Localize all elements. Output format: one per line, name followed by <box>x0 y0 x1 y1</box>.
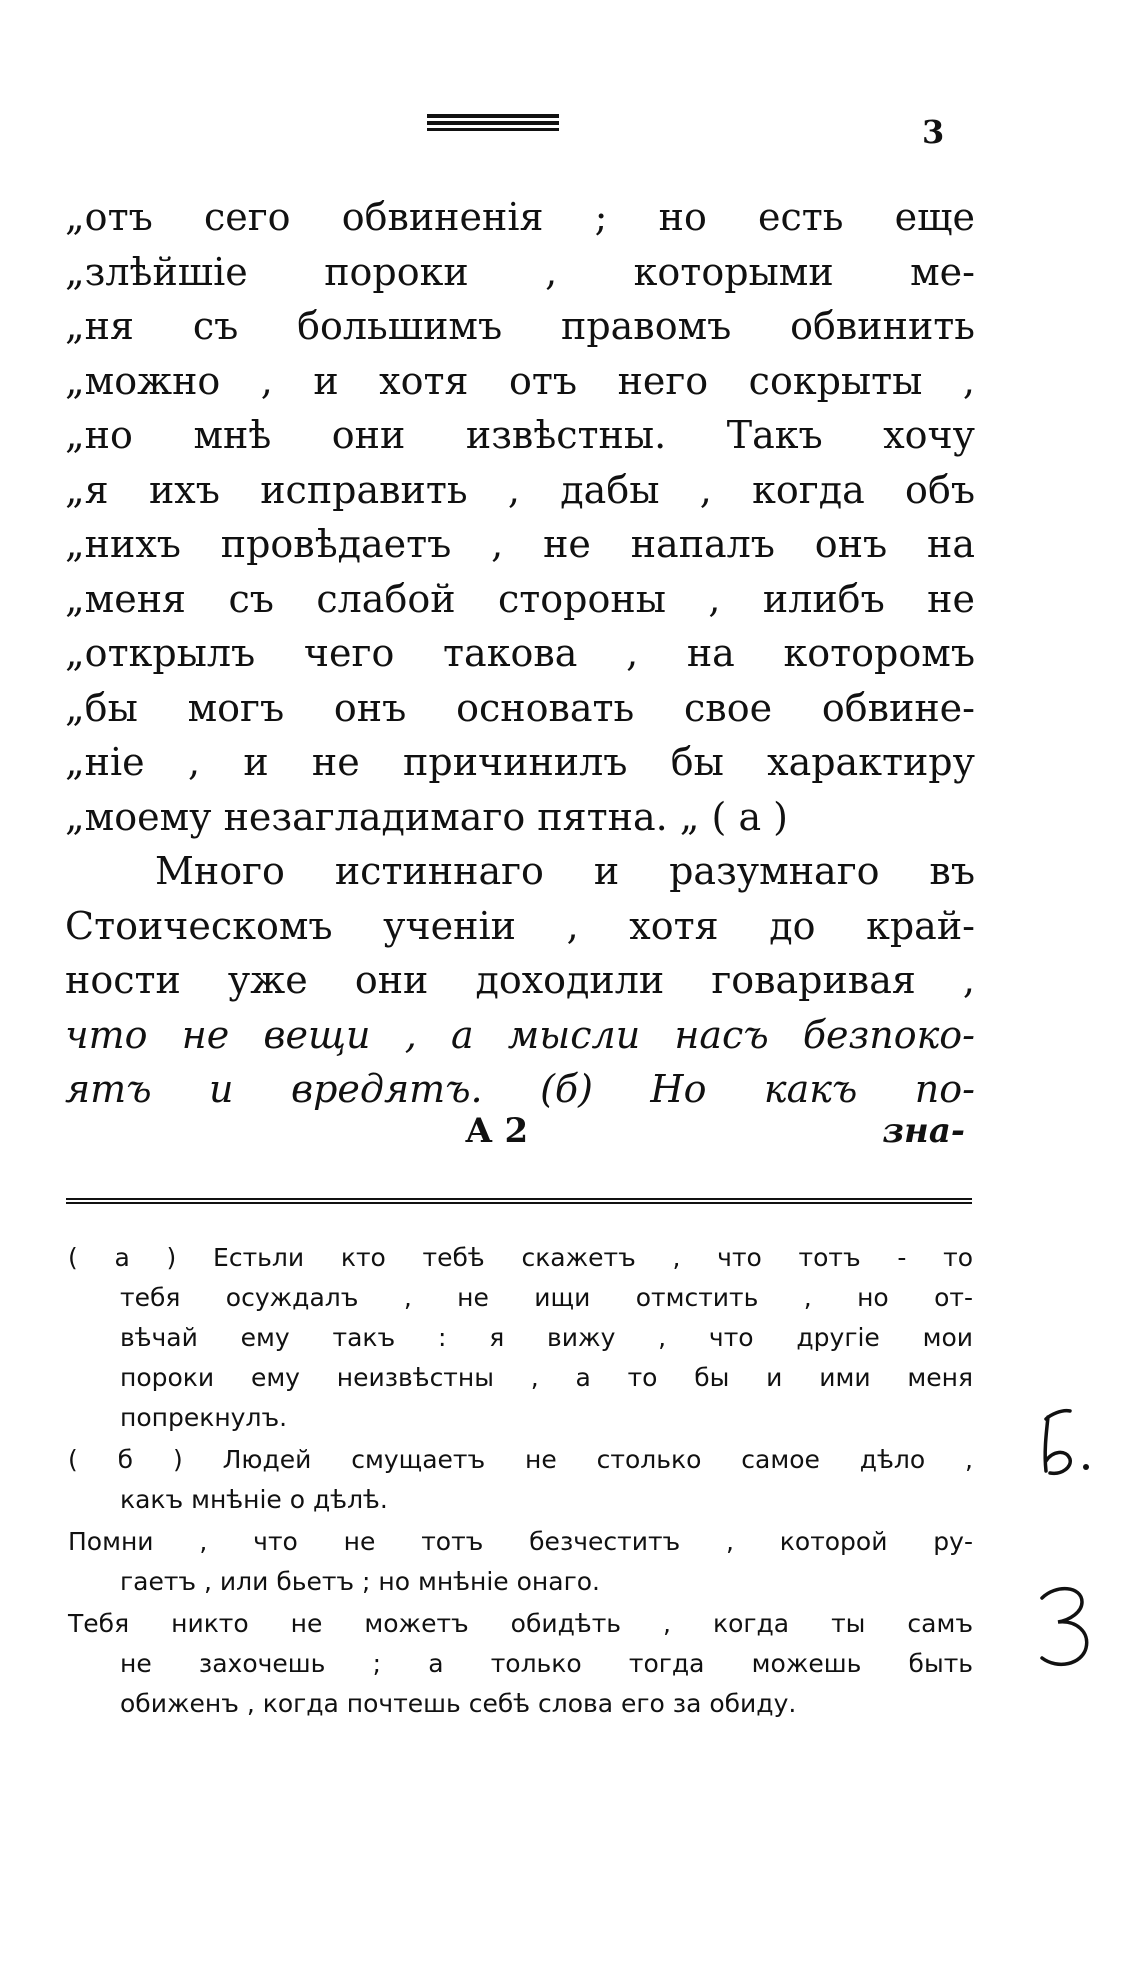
text-line: „открылъ чего такова , на которомъ <box>65 631 975 675</box>
text-line: „ніе , и не причинилъ бы характиру <box>65 740 975 784</box>
text-line: Стоическомъ ученіи , хотя до край- <box>65 903 975 948</box>
footnote-line: какъ мнѣніе о дѣлѣ. <box>120 1485 388 1514</box>
ornament-bar <box>427 121 559 125</box>
footnote-a <box>68 1238 973 1438</box>
text-line: „моему незагладимаго пятна. „ ( а ) <box>65 794 789 839</box>
text-line: „можно , и хотя отъ него сокрыты , <box>65 358 975 403</box>
footnote-line: Помни , что не тотъ безчеститъ , которой ру- <box>68 1527 973 1556</box>
text-line: что не вещи , а мысли насъ безпоко- <box>65 1012 975 1057</box>
footnote-line: пороки ему неизвѣстны , а то бы и ими меня <box>120 1363 973 1392</box>
rule-line <box>66 1202 972 1204</box>
footnote-line: вѣчай ему такъ : я вижу , что другіе мои <box>120 1323 973 1352</box>
catchword: зна- <box>882 1111 965 1151</box>
page-header <box>0 0 1140 160</box>
footnote-line: Тебя никто не можетъ обидѣть , когда ты самъ <box>68 1609 973 1638</box>
text-line: „но мнѣ они извѣстны. Такъ хочу <box>65 413 975 457</box>
footnote-line: ( а ) Естьли кто тебѣ скажетъ , что тотъ - то <box>68 1243 973 1272</box>
header-ornament <box>427 114 559 132</box>
signature-line <box>65 1106 975 1156</box>
footnote-b <box>68 1440 973 1520</box>
text-line: ятъ и вредятъ. (б) Но какъ по- <box>65 1067 975 1111</box>
text-line: „отъ сего обвиненія ; но есть еще <box>65 195 975 239</box>
handwritten-mark-b <box>1032 1405 1092 1485</box>
text-line: „меня съ слабой стороны , илибъ не <box>65 576 975 621</box>
footnote-line: не захочешь ; а только тогда можешь быть <box>120 1649 973 1678</box>
ornament-bar <box>427 114 559 118</box>
footnotes <box>68 1238 973 1726</box>
signature-mark: А 2 <box>465 1111 529 1151</box>
footnote-line: тебя осуждалъ , не ищи отмстить , но от- <box>120 1283 973 1312</box>
text-line: „бы могъ онъ основать свое обвине- <box>65 685 975 730</box>
text-line: Много истиннаго и разумнаго въ <box>155 849 975 893</box>
footnote-separator-rule <box>66 1198 972 1204</box>
footnote-line: попрекнулъ. <box>120 1403 288 1432</box>
handwritten-mark-3 <box>1030 1578 1100 1678</box>
text-line: „нихъ провѣдаетъ , не напалъ онъ на <box>65 522 975 566</box>
ornament-bar <box>427 128 559 131</box>
text-line: ности уже они доходили говаривая , <box>65 958 975 1002</box>
footnote-maxim-1 <box>68 1522 973 1602</box>
page-number: 3 <box>922 113 945 151</box>
text-line: „я ихъ исправить , дабы , когда объ <box>65 467 975 512</box>
footnote-line: обиженъ , когда почтешь себѣ слова его за обиду. <box>120 1689 797 1718</box>
footnote-maxim-2 <box>68 1604 973 1724</box>
footnote-line: гаетъ , или бьетъ ; но мнѣніе онаго. <box>120 1567 600 1596</box>
text-line: „злѣйшіе пороки , которыми ме- <box>65 249 975 294</box>
main-text <box>65 190 975 1117</box>
text-line: „ня съ большимъ правомъ обвинить <box>65 304 975 348</box>
footnote-line: ( б ) Людей смущаетъ не столько самое дѣло , <box>68 1445 973 1474</box>
rule-line <box>66 1198 972 1200</box>
